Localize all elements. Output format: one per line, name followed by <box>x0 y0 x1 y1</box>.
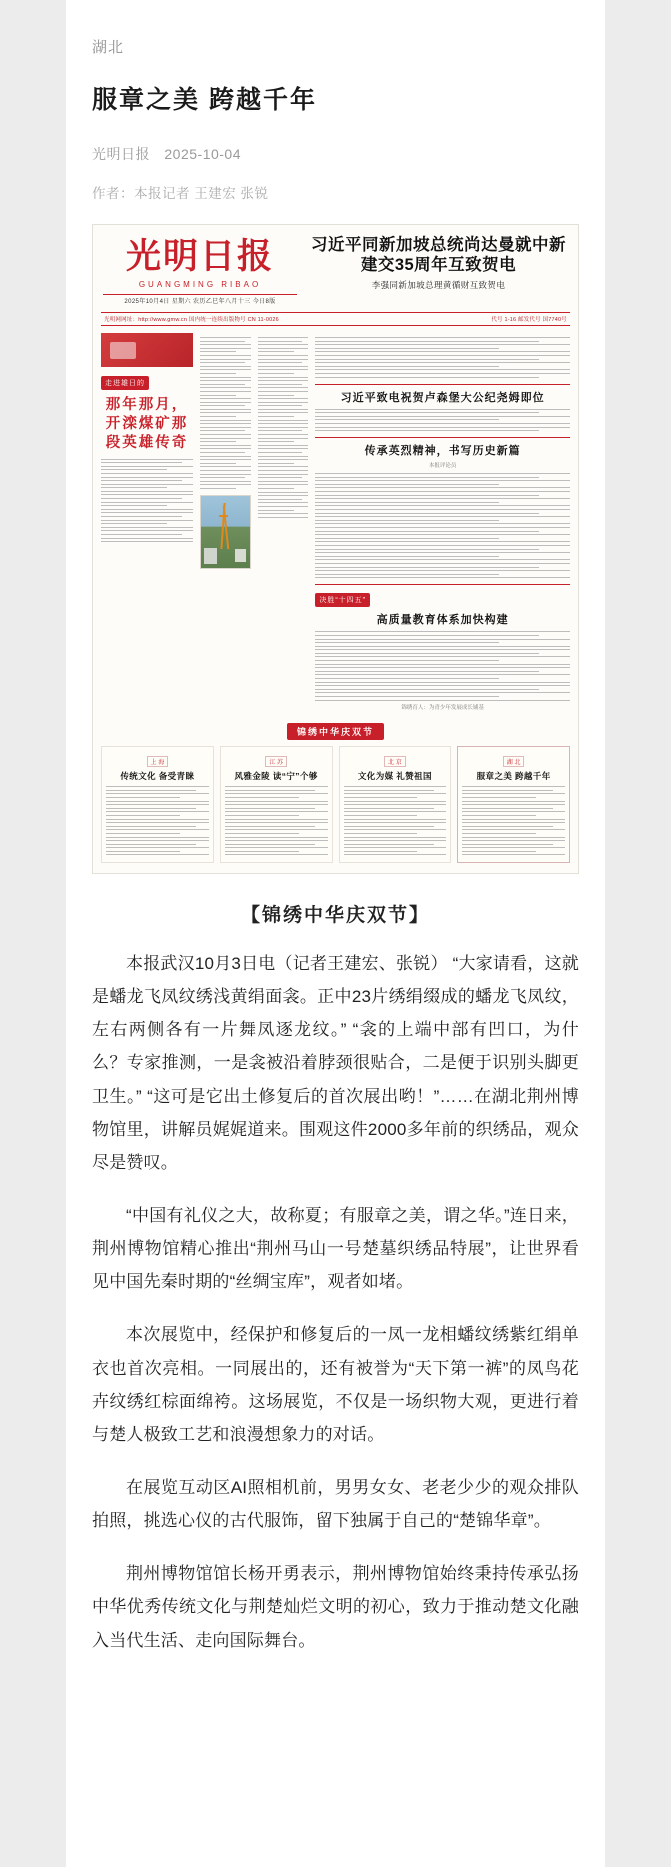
panel-title: 传统文化 备受青睐 <box>120 771 195 782</box>
article-paragraph: 在展览互动区AI照相机前，男男女女、老老少少的观众排队拍照，挑选心仪的古代服饰，留下独属于自己的“楚锦华章”。 <box>92 1478 579 1531</box>
section-title: 【锦绣中华庆双节】 <box>240 905 430 927</box>
masthead-strip <box>101 312 570 326</box>
column-photo <box>200 495 251 569</box>
article-meta <box>92 144 579 164</box>
second-article-lines <box>315 409 570 432</box>
panel-title: 服章之美 跨越千年 <box>476 771 551 782</box>
column-text-lines <box>258 337 309 518</box>
masthead-pinyin: GUANGMING RIBAO <box>138 280 262 289</box>
bottom-panel <box>339 746 452 863</box>
article-author: 作者：本报记者 王建宏 张锐 <box>92 186 269 201</box>
page-title: 服章之美 跨越千年 <box>92 86 317 114</box>
bottom-panel <box>220 746 333 863</box>
bottom-panel-active <box>457 746 570 863</box>
bottom-panels <box>101 746 570 863</box>
newspaper-column-3 <box>258 333 309 714</box>
masthead-right <box>307 233 570 291</box>
third-headline: 传承英烈精神，书写历史新篇 <box>364 445 521 458</box>
third-article-lines <box>315 473 570 578</box>
masthead-title: 光明日报 <box>125 237 274 276</box>
article-date: 2025-10-04 <box>164 146 242 162</box>
education-article-lines <box>315 631 570 700</box>
red-badge: 走进雄日的 <box>101 376 149 390</box>
newspaper-column-4 <box>315 333 570 714</box>
newspaper-masthead <box>101 233 570 307</box>
column-thumbnail <box>101 333 193 367</box>
panel-title: 风雅金陵 读“宁”个够 <box>234 771 318 782</box>
panel-tag: 北 京 <box>384 756 406 767</box>
article-paragraph: “中国有礼仪之大，故称夏；有服章之美，谓之华。”连日来，荆州博物馆精心推出“荆州马山一号楚墓织绣品特展”，让世界看见中国先秦时期的“丝绸宝库”，观者如堵。 <box>92 1206 579 1292</box>
article-kicker: 湖北 <box>92 39 125 56</box>
second-headline: 习近平致电祝贺卢森堡大公纪尧姆即位 <box>340 391 545 404</box>
column-text-lines <box>101 459 193 543</box>
lead-subheadline: 李强同新加坡总理黄循财互致贺电 <box>371 280 506 291</box>
panel-tag: 湖 北 <box>503 756 525 767</box>
panel-tag: 江 苏 <box>265 756 287 767</box>
newspaper-body <box>101 333 570 714</box>
masthead-rule <box>103 294 297 295</box>
newspaper-column-1 <box>101 333 193 714</box>
article-source: 光明日报 <box>92 146 150 162</box>
panel-tag: 上 海 <box>147 756 169 767</box>
newspaper-facsimile <box>92 224 579 874</box>
masthead-date: 2025年10月4日 星期六 农历乙巳年八月十三 今日8版 <box>124 299 276 305</box>
newspaper-column-2 <box>200 333 251 714</box>
article-paragraph: 本报武汉10月3日电（记者王建宏、张锐） “大家请看，这就是蟠龙飞凤纹绣浅黄绢面衾。正中23片绣绢缀成的蟠龙飞凤纹，左右两侧各有一片舞凤逐龙纹。” “衾的上端中部有凹口，为什么？专家推测，一是衾被沿着脖颈很贴合，二是便于识别头脚更卫生。” “这可是它出土修复后的首次展出哟！”……在湖北荆州博物馆里，讲解员娓娓道来。围观这件2000多年前的织绣品，观众尽是赞叹。 <box>92 954 579 1172</box>
ribbon-banner <box>101 722 570 740</box>
article-paragraph: 本次展览中，经保护和修复后的一凤一龙相蟠纹绣紫红绢单衣也首次亮相。一同展出的，还有被誉为“天下第一裤”的凤鸟花卉纹绣红棕面绵袴。这场展览，不仅是一场织物大观，更进行着与楚人极致工艺和浪漫想象力的对话。 <box>92 1325 579 1444</box>
column-text-lines <box>200 337 251 489</box>
article-paragraph: 荆州博物馆馆长杨开勇表示，荆州博物馆始终秉持传承弘扬中华优秀传统文化与荆楚灿烂文明的初心，致力于推动楚文化融入当代生活、走向国际舞台。 <box>92 1564 579 1650</box>
lead-article-lines <box>315 337 570 378</box>
ribbon-label: 锦绣中华庆双节 <box>287 723 384 740</box>
masthead-strip-left: 光明网网址：http://www.gmw.cn 国内统一连续出版物号 CN 11-0026 <box>104 317 279 323</box>
panel-title: 文化为媒 礼赞祖国 <box>357 771 432 782</box>
lead-headline: 习近平同新加坡总统尚达曼就中新建交35周年互致贺电 <box>311 236 566 275</box>
decade-badge: 决胜“十四五” <box>315 593 370 607</box>
masthead-left <box>101 233 299 307</box>
third-byline: 本报评论员 <box>428 463 457 470</box>
bottom-panel <box>101 746 214 863</box>
education-headline: 高质量教育体系加快构建 <box>376 614 509 627</box>
masthead-strip-right: 代号 1-16 邮发代号 国7740号 <box>491 317 567 323</box>
article-sheet <box>66 0 605 1867</box>
education-caption: 锦绣育人：为青少年发展成长铺基 <box>401 705 484 712</box>
left-vertical-title: 那年那月，开滦煤矿那段英雄传奇 <box>105 397 189 451</box>
